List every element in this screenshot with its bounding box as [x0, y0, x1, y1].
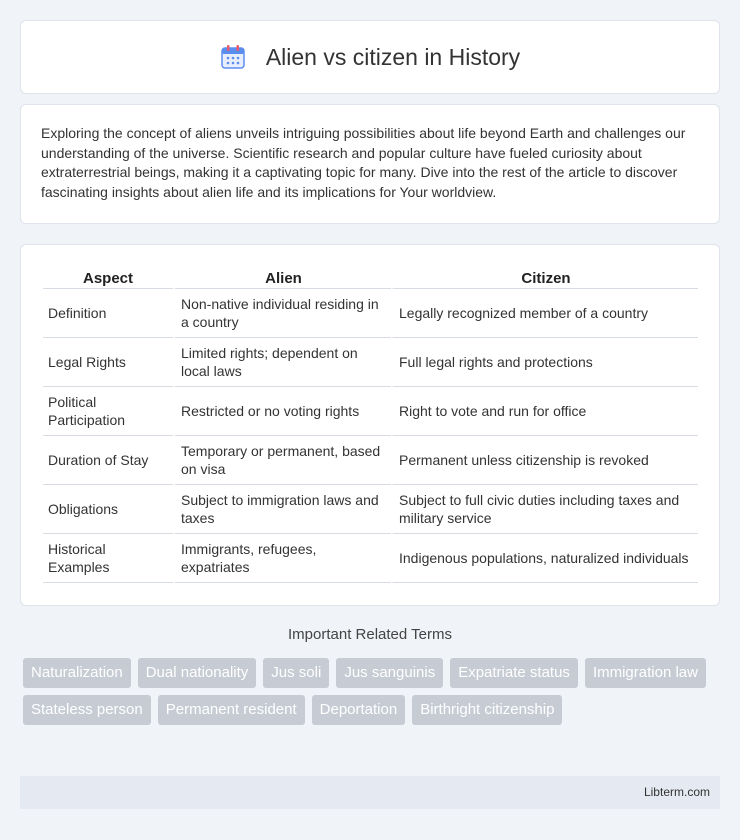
tag-permanent-resident[interactable]: Permanent resident	[158, 695, 305, 725]
related-terms-heading: Important Related Terms	[288, 626, 452, 643]
table-cell-alien: Subject to immigration laws and taxes	[173, 485, 391, 534]
table-cell-citizen: Permanent unless citizenship is revoked	[391, 436, 698, 485]
tag-dual-nationality[interactable]: Dual nationality	[138, 658, 257, 688]
tag-immigration-law[interactable]: Immigration law	[585, 658, 706, 688]
table-cell-citizen: Right to vote and run for office	[391, 387, 698, 436]
table-row	[43, 534, 698, 583]
table-cell-citizen: Legally recognized member of a country	[391, 289, 698, 338]
table-cell-alien: Non-native individual residing in a country	[173, 289, 391, 338]
table-cell-citizen: Full legal rights and protections	[391, 338, 698, 387]
table-cell-alien: Immigrants, refugees, expatriates	[173, 534, 391, 583]
table-row	[43, 436, 698, 485]
tag-naturalization[interactable]: Naturalization	[23, 658, 131, 688]
table-cell-aspect: Political Participation	[43, 387, 173, 436]
table-cell-citizen: Subject to full civic duties including taxes and military service	[391, 485, 698, 534]
comparison-table	[43, 267, 698, 583]
table-cell-alien: Limited rights; dependent on local laws	[173, 338, 391, 387]
column-header-citizen: Citizen	[391, 267, 698, 289]
comparison-table-card	[20, 244, 720, 606]
calendar-icon	[220, 44, 246, 70]
table-row	[43, 338, 698, 387]
tag-stateless-person[interactable]: Stateless person	[23, 695, 151, 725]
table-cell-aspect: Historical Examples	[43, 534, 173, 583]
intro-card	[20, 104, 720, 224]
table-cell-citizen: Indigenous populations, naturalized individuals	[391, 534, 698, 583]
table-cell-alien: Temporary or permanent, based on visa	[173, 436, 391, 485]
tag-jus-soli[interactable]: Jus soli	[263, 658, 329, 688]
title-card	[20, 20, 720, 94]
table-cell-aspect: Obligations	[43, 485, 173, 534]
table-cell-aspect: Definition	[43, 289, 173, 338]
table-cell-alien: Restricted or no voting rights	[173, 387, 391, 436]
table-header-row	[43, 267, 698, 289]
table-row	[43, 289, 698, 338]
table-row	[43, 485, 698, 534]
column-header-aspect: Aspect	[43, 267, 173, 289]
tag-jus-sanguinis[interactable]: Jus sanguinis	[336, 658, 443, 688]
tag-expatriate-status[interactable]: Expatriate status	[450, 658, 578, 688]
footer-site-link[interactable]: Libterm.com	[643, 785, 710, 799]
footer	[20, 776, 720, 809]
related-terms-list	[23, 658, 723, 725]
table-cell-aspect: Legal Rights	[43, 338, 173, 387]
intro-paragraph: Exploring the concept of aliens unveils intriguing possibilities about life beyond Earth and challenges our understanding of the universe. Scientific research and popular culture have fueled curiosity about extraterrestrial beings, making it a captivating topic for many. Dive into the rest of the article to discover fascinating insights about alien life and its implications for Your worldview.	[41, 125, 686, 200]
tag-deportation[interactable]: Deportation	[312, 695, 406, 725]
page-title: Alien vs citizen in History	[265, 43, 521, 70]
column-header-alien: Alien	[173, 267, 391, 289]
table-row	[43, 387, 698, 436]
tag-birthright-citizenship[interactable]: Birthright citizenship	[412, 695, 562, 725]
table-cell-aspect: Duration of Stay	[43, 436, 173, 485]
